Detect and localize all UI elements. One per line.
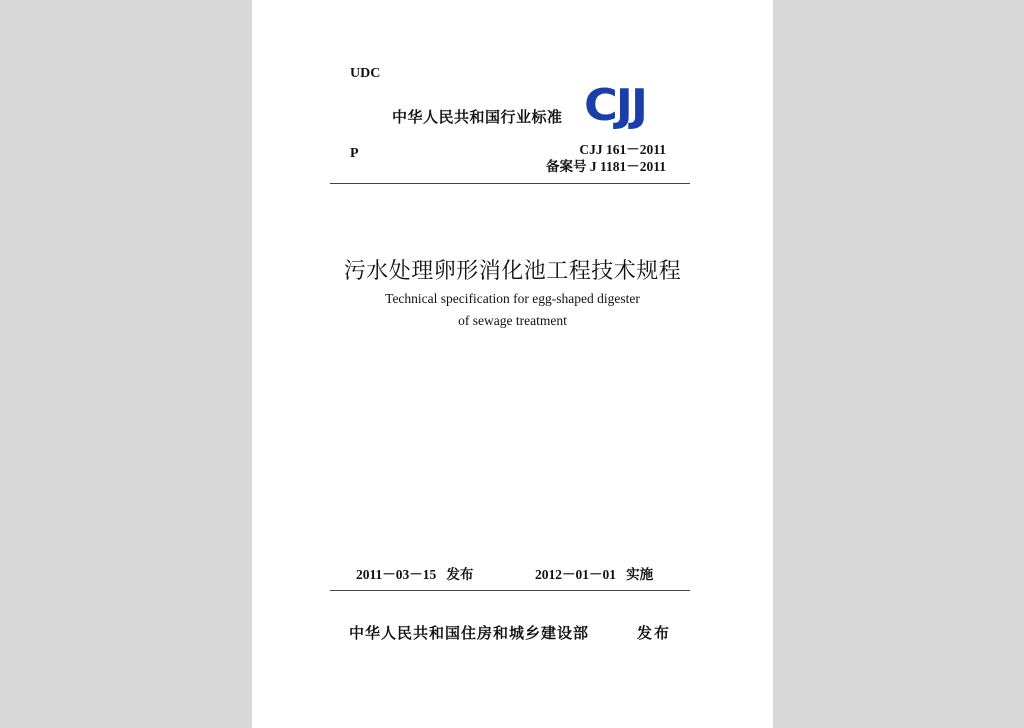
- standard-type: 中华人民共和国行业标准: [392, 108, 563, 126]
- title-chinese: 污水处理卵形消化池工程技术规程: [343, 259, 682, 284]
- classification-code: P: [350, 146, 359, 161]
- udc-label: UDC: [350, 66, 381, 81]
- footer-divider: [330, 590, 690, 591]
- publisher: 中华人民共和国住房和城乡建设部: [349, 624, 590, 642]
- standard-code: CJJ 161－2011: [579, 142, 666, 157]
- document-page: [252, 0, 773, 728]
- implement-date: 2012－01－01 实施: [535, 567, 654, 582]
- cjj-logo: CJJ: [584, 80, 646, 131]
- publish-label: 发布: [637, 624, 672, 642]
- record-number: 备案号 J 1181－2011: [545, 159, 666, 174]
- title-english-line1: Technical specification for egg-shaped digester: [385, 291, 640, 306]
- title-english-line2: of sewage treatment: [458, 313, 567, 328]
- header-divider: [330, 183, 690, 184]
- issue-date: 2011－03－15 发布: [356, 567, 474, 582]
